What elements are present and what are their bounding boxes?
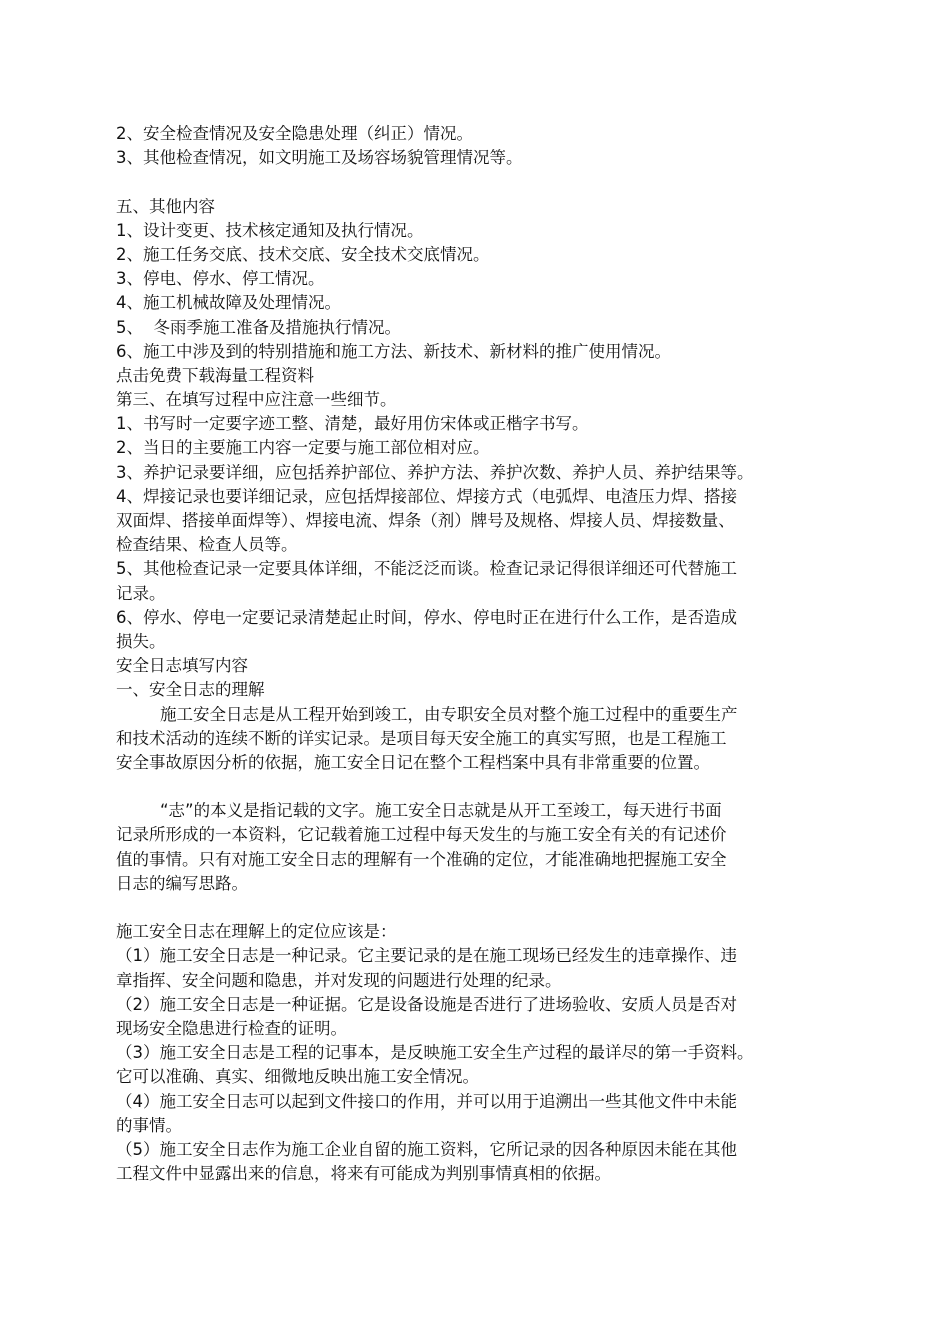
list-item-line: 现场安全隐患进行检查的证明。	[116, 1018, 347, 1038]
paragraph-line: 日志的编写思路。	[116, 873, 248, 893]
download-promo-text: 点击免费下载海量工程资料	[116, 365, 314, 385]
text-line: 3、停电、停水、停工情况。	[116, 269, 325, 289]
section-heading: 安全日志填写内容	[116, 656, 248, 676]
text-line: 4、施工机械故障及处理情况。	[116, 293, 341, 313]
text-line: 5、其他检查记录一定要具体详细，不能泛泛而谈。检查记录记得很详细还可代替施工	[116, 559, 737, 579]
list-item-line: （5）施工安全日志作为施工企业自留的施工资料，它所记录的因各种原因未能在其他	[116, 1139, 737, 1159]
list-item-line: （2）施工安全日志是一种证据。它是设备设施是否进行了进场验收、安质人员是否对	[116, 994, 737, 1014]
text-line: 2、施工任务交底、技术交底、安全技术交底情况。	[116, 244, 490, 264]
paragraph-line: 施工安全日志是从工程开始到竣工，由专职安全员对整个施工过程中的重要生产	[160, 704, 738, 724]
text-line: 1、书写时一定要字迹工整、清楚，最好用仿宋体或正楷字书写。	[116, 414, 589, 434]
text-line: 4、焊接记录也要详细记录，应包括焊接部位、焊接方式（电弧焊、电渣压力焊、搭接	[116, 486, 737, 506]
text-line: 记录。	[116, 583, 166, 603]
paragraph-line: 值的事情。只有对施工安全日志的理解有一个准确的定位，才能准确地把握施工安全	[116, 849, 727, 869]
text-line: 5、 冬雨季施工准备及措施执行情况。	[116, 317, 401, 337]
text-line: 1、设计变更、技术核定通知及执行情况。	[116, 220, 424, 240]
list-item-line: 它可以准确、真实、细微地反映出施工安全情况。	[116, 1067, 479, 1087]
list-item-line: 章指挥、安全问题和隐患，并对发现的问题进行处理的纪录。	[116, 970, 562, 990]
list-item-line: 工程文件中显露出来的信息，将来有可能成为判别事情真相的依据。	[116, 1164, 611, 1184]
text-line: 2、安全检查情况及安全隐患处理（纠正）情况。	[116, 124, 473, 143]
document-page	[116, 122, 854, 1186]
blank-line	[116, 775, 854, 799]
text-line: 双面焊、搭接单面焊等）、焊接电流、焊条（剂）牌号及规格、焊接人员、焊接数量、	[116, 511, 735, 530]
text-line: 施工安全日志在理解上的定位应该是：	[116, 922, 397, 942]
text-line: 3、养护记录要详细，应包括养护部位、养护方法、养护次数、养护人员、养护结果等。	[116, 462, 754, 482]
text-line: 3、其他检查情况，如文明施工及场容场貌管理情况等。	[116, 148, 523, 168]
section-heading: 五、其他内容	[116, 196, 215, 216]
list-item-line: （1）施工安全日志是一种记录。它主要记录的是在施工现场已经发生的违章操作、违	[116, 946, 737, 966]
blank-line	[116, 170, 854, 194]
paragraph-line: “志”的本义是指记载的文字。施工安全日志就是从开工至竣工，每天进行书面	[160, 801, 722, 821]
paragraph-line: 记录所形成的一本资料，它记载着施工过程中每天发生的与施工安全有关的有记述价	[116, 825, 727, 845]
list-item-line: （3）施工安全日志是工程的记事本，是反映施工安全生产过程的最详尽的第一手资料。	[116, 1043, 754, 1063]
section-heading: 第三、在填写过程中应注意一些细节。	[116, 390, 397, 410]
text-line: 2、当日的主要施工内容一定要与施工部位相对应。	[116, 438, 490, 458]
blank-line	[116, 896, 854, 920]
list-item-line: （4）施工安全日志可以起到文件接口的作用，并可以用于追溯出一些其他文件中未能	[116, 1091, 737, 1111]
section-heading: 一、安全日志的理解	[116, 680, 265, 700]
text-line: 损失。	[116, 631, 166, 651]
paragraph-line: 安全事故原因分析的依据，施工安全日记在整个工程档案中具有非常重要的位置。	[116, 752, 710, 772]
paragraph-line: 和技术活动的连续不断的详实记录。是项目每天安全施工的真实写照，也是工程施工	[116, 728, 727, 748]
text-line: 检查结果、检查人员等。	[116, 535, 298, 555]
text-line: 6、停水、停电一定要记录清楚起止时间，停水、停电时正在进行什么工作，是否造成	[116, 607, 737, 627]
list-item-line: 的事情。	[116, 1115, 182, 1135]
text-line: 6、施工中涉及到的特别措施和施工方法、新技术、新材料的推广使用情况。	[116, 341, 671, 361]
